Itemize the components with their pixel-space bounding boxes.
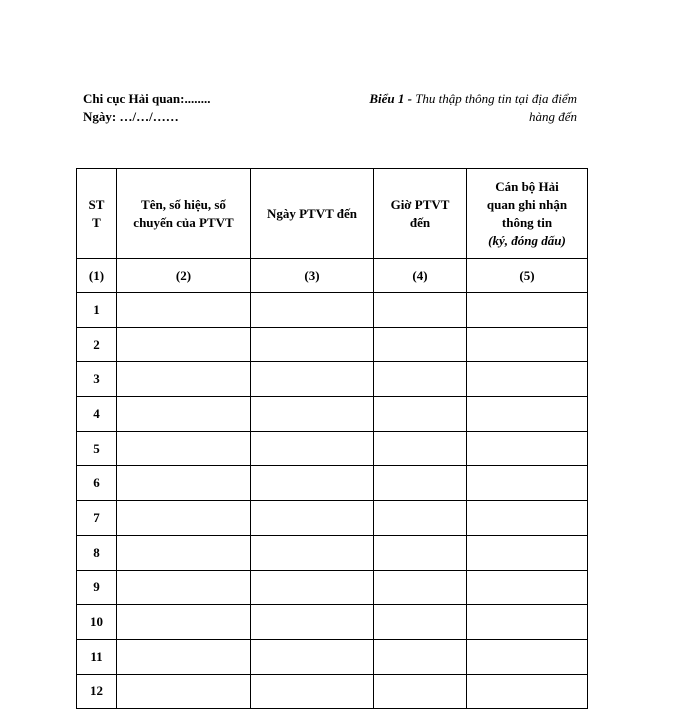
row-number: 9	[77, 570, 117, 605]
row-number: 7	[77, 501, 117, 536]
vehicle-name-cell[interactable]	[117, 639, 251, 674]
arrival-date-cell[interactable]	[251, 605, 374, 640]
vehicle-name-cell[interactable]	[117, 431, 251, 466]
col-header-vehicle-name: Tên, số hiệu, số chuyến của PTVT	[117, 169, 251, 259]
table-row	[77, 605, 588, 640]
row-number: 3	[77, 362, 117, 397]
arrival-time-cell[interactable]	[374, 293, 467, 328]
table-row	[77, 570, 588, 605]
vehicle-name-cell[interactable]	[117, 397, 251, 432]
table-row	[77, 362, 588, 397]
arrival-time-cell[interactable]	[374, 397, 467, 432]
officer-signature-cell[interactable]	[467, 535, 588, 570]
arrival-time-cell[interactable]	[374, 362, 467, 397]
officer-signature-cell[interactable]	[467, 570, 588, 605]
vehicle-name-cell[interactable]	[117, 674, 251, 709]
officer-signature-cell[interactable]	[467, 501, 588, 536]
vehicle-name-cell[interactable]	[117, 535, 251, 570]
form-label: Biểu 1 -	[369, 91, 412, 106]
table-row	[77, 674, 588, 709]
arrival-time-cell[interactable]	[374, 605, 467, 640]
officer-signature-cell[interactable]	[467, 293, 588, 328]
arrival-time-cell[interactable]	[374, 501, 467, 536]
table-row	[77, 639, 588, 674]
row-number: 6	[77, 466, 117, 501]
arrival-date-cell[interactable]	[251, 674, 374, 709]
table-row	[77, 431, 588, 466]
col-header-customs-officer: Cán bộ Hải quan ghi nhận thông tin (ký, đóng dấu)	[467, 169, 588, 259]
row-number: 5	[77, 431, 117, 466]
form-title	[330, 90, 577, 126]
vehicle-name-cell[interactable]	[117, 362, 251, 397]
arrival-date-cell[interactable]	[251, 639, 374, 674]
table-row	[77, 397, 588, 432]
vehicle-name-cell[interactable]	[117, 570, 251, 605]
column-number: (3)	[251, 259, 374, 293]
table-header-row	[77, 169, 588, 259]
vehicle-name-cell[interactable]	[117, 293, 251, 328]
arrival-time-cell[interactable]	[374, 570, 467, 605]
column-number: (4)	[374, 259, 467, 293]
table-row	[77, 466, 588, 501]
arrival-time-cell[interactable]	[374, 466, 467, 501]
col-header-stt: ST T	[77, 169, 117, 259]
vehicle-name-cell[interactable]	[117, 327, 251, 362]
officer-signature-cell[interactable]	[467, 639, 588, 674]
header-left	[83, 90, 211, 126]
form-title-text-1: Thu thập thông tin tại địa điểm	[415, 91, 577, 106]
form-title-line1	[330, 90, 577, 108]
data-collection-table	[76, 168, 588, 709]
column-number: (5)	[467, 259, 588, 293]
table-row	[77, 535, 588, 570]
table-row	[77, 501, 588, 536]
arrival-date-cell[interactable]	[251, 293, 374, 328]
table-row	[77, 293, 588, 328]
arrival-date-cell[interactable]	[251, 466, 374, 501]
col-header-arrival-time: Giờ PTVT đến	[374, 169, 467, 259]
officer-signature-cell[interactable]	[467, 605, 588, 640]
row-number: 11	[77, 639, 117, 674]
arrival-date-cell[interactable]	[251, 397, 374, 432]
vehicle-name-cell[interactable]	[117, 605, 251, 640]
row-number: 4	[77, 397, 117, 432]
officer-signature-cell[interactable]	[467, 397, 588, 432]
arrival-date-cell[interactable]	[251, 570, 374, 605]
arrival-time-cell[interactable]	[374, 639, 467, 674]
row-number: 12	[77, 674, 117, 709]
arrival-date-cell[interactable]	[251, 327, 374, 362]
arrival-date-cell[interactable]	[251, 501, 374, 536]
column-number-row	[77, 259, 588, 293]
arrival-time-cell[interactable]	[374, 431, 467, 466]
date-line: Ngày: …/…/……	[83, 109, 179, 124]
customs-office-line: Chi cục Hải quan:........	[83, 91, 211, 106]
column-number: (1)	[77, 259, 117, 293]
row-number: 8	[77, 535, 117, 570]
arrival-date-cell[interactable]	[251, 535, 374, 570]
column-number: (2)	[117, 259, 251, 293]
officer-signature-cell[interactable]	[467, 674, 588, 709]
vehicle-name-cell[interactable]	[117, 501, 251, 536]
row-number: 10	[77, 605, 117, 640]
arrival-time-cell[interactable]	[374, 327, 467, 362]
row-number: 2	[77, 327, 117, 362]
officer-signature-cell[interactable]	[467, 466, 588, 501]
table-row	[77, 327, 588, 362]
arrival-date-cell[interactable]	[251, 362, 374, 397]
col-header-arrival-date: Ngày PTVT đến	[251, 169, 374, 259]
officer-signature-cell[interactable]	[467, 362, 588, 397]
arrival-time-cell[interactable]	[374, 535, 467, 570]
officer-signature-cell[interactable]	[467, 327, 588, 362]
vehicle-name-cell[interactable]	[117, 466, 251, 501]
row-number: 1	[77, 293, 117, 328]
arrival-time-cell[interactable]	[374, 674, 467, 709]
form-title-text-2: hàng đến	[528, 109, 577, 124]
officer-signature-cell[interactable]	[467, 431, 588, 466]
arrival-date-cell[interactable]	[251, 431, 374, 466]
